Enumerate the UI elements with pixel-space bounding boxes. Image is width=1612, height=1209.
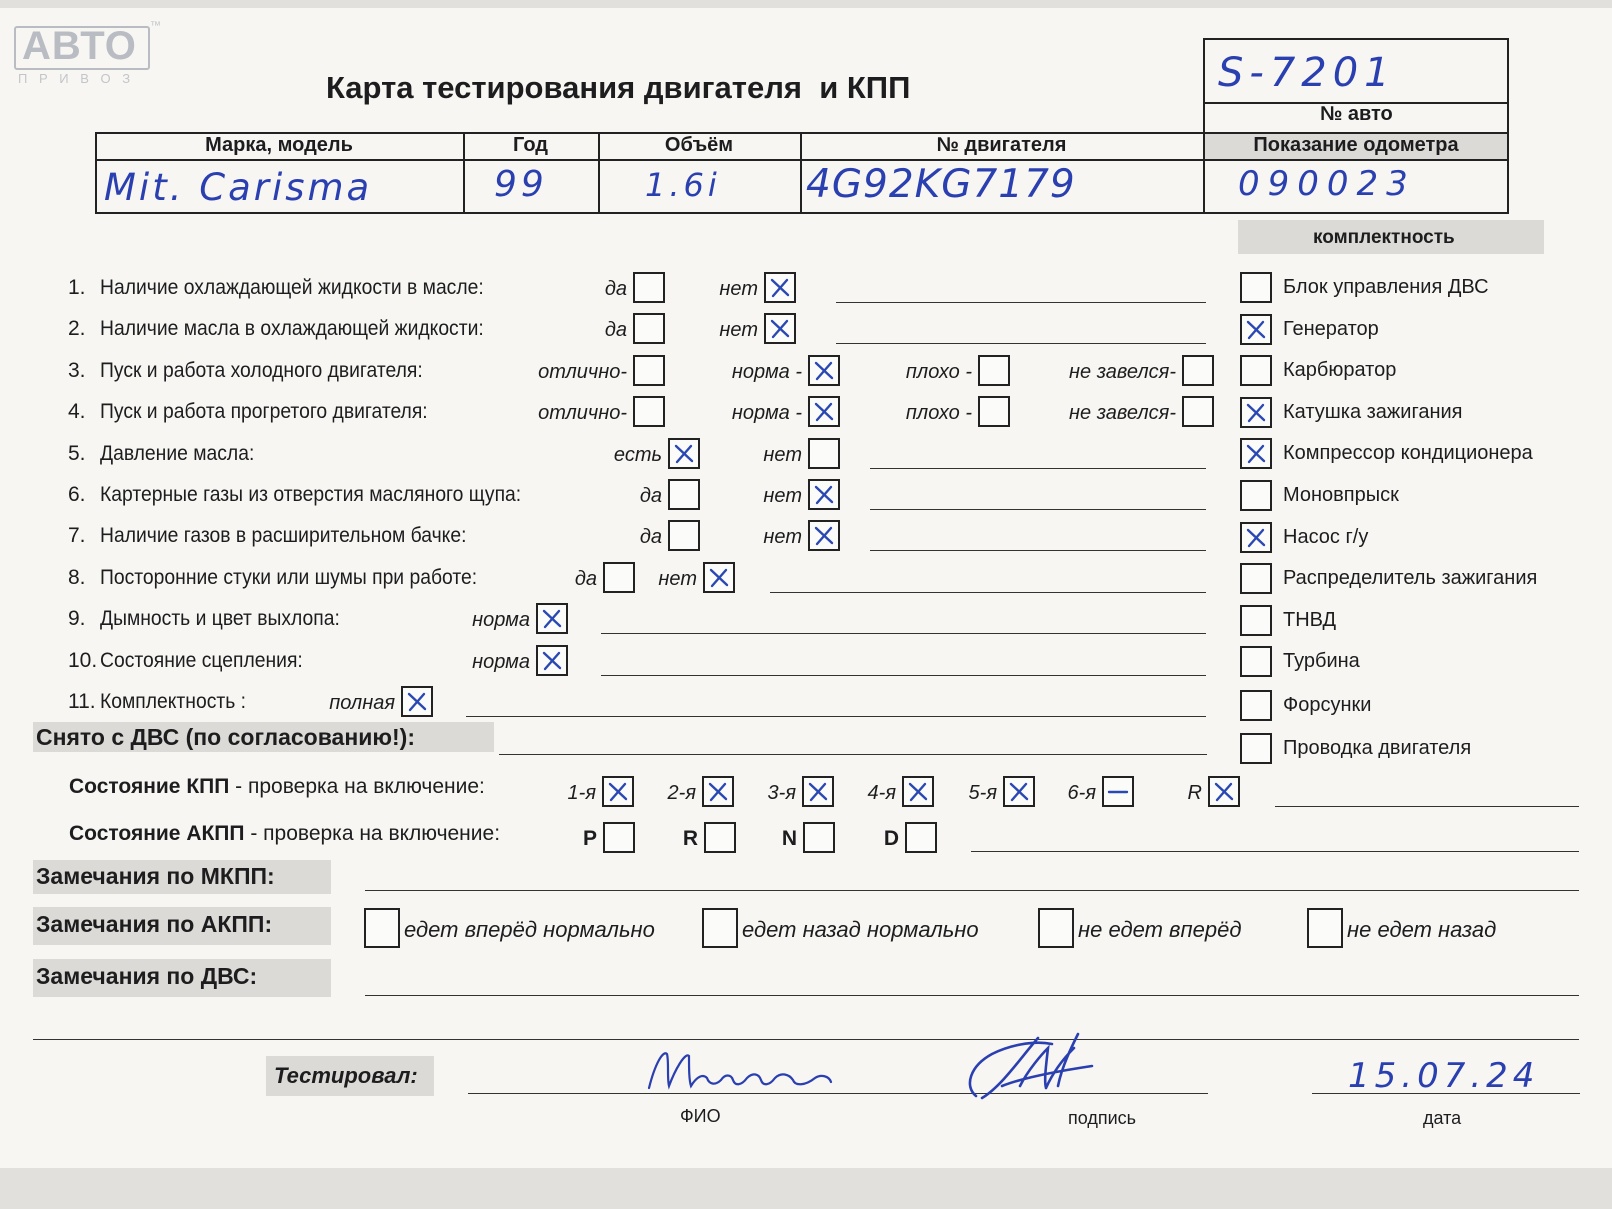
completeness-label: Компрессор кондиционера <box>1283 442 1533 465</box>
akpp-mode-label: R <box>682 827 698 850</box>
col-header-engine-no: № двигателя <box>936 134 1067 156</box>
check-number: 3. <box>68 358 86 382</box>
completeness-label: Распределитель зажигания <box>1283 567 1538 590</box>
check-notes-line[interactable] <box>601 633 1206 634</box>
check-option-box[interactable] <box>1182 355 1214 386</box>
check-option-label: плохо - <box>905 402 972 425</box>
check-option-box[interactable] <box>808 520 840 551</box>
gear-label: R <box>1187 782 1202 804</box>
check-option-box[interactable] <box>808 479 840 510</box>
check-option-label: нет <box>763 485 802 507</box>
check-mark-icon <box>769 277 791 298</box>
header-table-divider <box>95 159 1509 161</box>
check-label: Пуск и работа прогретого двигателя: <box>100 400 428 424</box>
check-notes-line[interactable] <box>770 592 1206 593</box>
check-label: Комплектность : <box>100 690 247 713</box>
akpp-remark-label: едет назад нормально <box>742 917 979 942</box>
akpp-mode-box[interactable] <box>704 822 736 853</box>
completeness-label: Форсунки <box>1283 693 1372 716</box>
check-mark-icon <box>1245 527 1267 548</box>
check-option-label: полная <box>329 692 395 714</box>
check-option-box[interactable] <box>764 313 796 344</box>
tested-label: Тестировал: <box>274 1063 418 1088</box>
gear-box[interactable] <box>602 776 634 807</box>
completeness-label: Турбина <box>1283 650 1360 673</box>
gear-label: 5-я <box>968 782 997 804</box>
completeness-box[interactable] <box>1240 646 1272 677</box>
check-option-label: нет <box>763 443 802 466</box>
check-notes-line[interactable] <box>836 302 1206 303</box>
date-caption: дата <box>1423 1108 1462 1128</box>
check-mark-icon <box>813 360 835 381</box>
check-mark-icon <box>813 525 835 546</box>
remarks-dvs-line[interactable] <box>365 995 1579 996</box>
check-mark-icon <box>1213 781 1235 802</box>
check-notes-line[interactable] <box>466 716 1206 717</box>
check-mark-icon <box>607 781 629 802</box>
completeness-box[interactable] <box>1240 480 1272 511</box>
check-option-label: отлично- <box>538 360 627 383</box>
gear-label: 2-я <box>667 782 696 804</box>
completeness-label: Карбюратор <box>1283 359 1397 382</box>
col-header-year: Год <box>513 134 548 156</box>
check-label: Посторонние стуки или шумы при работе: <box>100 565 478 589</box>
akpp-label <box>69 822 500 846</box>
check-option-label: да <box>574 567 597 590</box>
completeness-box[interactable] <box>1240 314 1272 345</box>
logo-tm: ™ <box>150 20 161 32</box>
check-label: Картерные газы из отверстия масляного щупа: <box>100 483 522 506</box>
completeness-box[interactable] <box>1240 522 1272 553</box>
completeness-label: Катушка зажигания <box>1283 400 1463 423</box>
col-header-odometer: Показание одометра <box>1253 134 1459 156</box>
gear-box[interactable] <box>902 776 934 807</box>
completeness-label: Генератор <box>1283 317 1379 340</box>
akpp-mode-label: D <box>883 827 899 850</box>
check-option-label: норма - <box>731 360 802 383</box>
akpp-mode-box[interactable] <box>905 822 937 853</box>
value-year: 99 <box>494 164 548 205</box>
check-option-label: да <box>604 319 627 342</box>
check-option-box[interactable] <box>1182 396 1214 427</box>
check-option-box[interactable] <box>978 355 1010 386</box>
test-card-sheet <box>0 8 1612 1168</box>
kpp-label-rest: - проверка на включение: <box>229 775 485 798</box>
check-mark-icon <box>769 318 791 339</box>
check-number: 2. <box>68 317 86 341</box>
akpp-mode-label: N <box>781 827 797 850</box>
check-number: 11. <box>68 690 96 713</box>
car-number-label: № авто <box>1320 103 1393 125</box>
akpp-remark-box[interactable] <box>1307 908 1343 948</box>
bottom-divider <box>33 1039 1579 1040</box>
check-option-label: есть <box>613 443 662 466</box>
completeness-heading: комплектность <box>1313 227 1455 248</box>
logo-brand: АВТО <box>22 24 137 68</box>
sign-caption: подпись <box>1068 1108 1137 1128</box>
completeness-box[interactable] <box>1240 272 1272 303</box>
check-mark-icon <box>813 401 835 422</box>
completeness-box[interactable] <box>1240 397 1272 428</box>
check-mark-icon <box>807 781 829 802</box>
check-option-label: не завелся- <box>1069 360 1176 383</box>
akpp-remark-box[interactable] <box>702 908 738 948</box>
completeness-box[interactable] <box>1240 563 1272 594</box>
check-option-box[interactable] <box>633 396 665 427</box>
remarks-akpp-label: Замечания по АКПП: <box>36 911 273 937</box>
car-number-value: S-7201 <box>1218 50 1396 96</box>
akpp-mode-label: P <box>582 827 597 850</box>
akpp-label-rest: - проверка на включение: <box>244 822 501 845</box>
completeness-box[interactable] <box>1240 733 1272 764</box>
check-option-label: норма <box>472 650 530 673</box>
completeness-label: ТНВД <box>1283 608 1337 631</box>
removed-label: Снято с ДВС (по согласованию!): <box>36 724 415 750</box>
check-option-box[interactable] <box>703 562 735 593</box>
check-label: Наличие охлаждающей жидкости в масле: <box>100 276 484 299</box>
completeness-label: Проводка двигателя <box>1283 736 1472 759</box>
check-option-label: плохо - <box>905 360 972 383</box>
gear-label: 1-я <box>567 782 596 804</box>
check-option-box[interactable] <box>536 645 568 676</box>
completeness-box[interactable] <box>1240 690 1272 721</box>
check-label: Давление масла: <box>100 441 255 465</box>
check-mark-icon <box>707 781 729 802</box>
value-volume: 1.6i <box>645 166 721 204</box>
check-option-label: норма - <box>731 402 802 425</box>
value-odometer: 090023 <box>1238 164 1416 204</box>
akpp-mode-box[interactable] <box>803 822 835 853</box>
gear-label: 6-я <box>1067 782 1096 804</box>
check-option-box[interactable] <box>668 479 700 510</box>
check-label: Пуск и работа холодного двигателя: <box>100 358 423 382</box>
check-label: Наличие газов в расширительном бачке: <box>100 524 467 548</box>
fio-caption: ФИО <box>680 1106 721 1126</box>
check-number: 5. <box>68 441 86 465</box>
check-mark-icon <box>1245 402 1267 423</box>
check-notes-line[interactable] <box>601 675 1206 676</box>
check-notes-line[interactable] <box>870 509 1206 510</box>
fio-handwriting <box>645 1044 845 1094</box>
completeness-label: Насос г/у <box>1283 525 1369 548</box>
check-mark-icon <box>1245 319 1267 340</box>
check-number: 8. <box>68 565 86 589</box>
completeness-box[interactable] <box>1240 438 1272 469</box>
check-mark-icon <box>541 650 563 671</box>
remarks-mkpp-line[interactable] <box>365 890 1579 891</box>
gear-box[interactable] <box>1102 776 1134 807</box>
gear-box[interactable] <box>802 776 834 807</box>
col-header-volume: Объём <box>664 134 734 156</box>
check-number: 9. <box>68 607 86 631</box>
check-label: Состояние сцепления: <box>100 648 303 672</box>
completeness-label: Блок управления ДВС <box>1283 276 1489 298</box>
akpp-mode-box[interactable] <box>603 822 635 853</box>
check-mark-icon <box>673 443 695 464</box>
check-option-label: норма <box>472 609 530 632</box>
check-option-label: не завелся- <box>1069 402 1176 425</box>
form-title: Карта тестирования двигателя и КПП <box>326 70 911 105</box>
check-option-label: да <box>604 278 627 300</box>
remarks-dvs-label: Замечания по ДВС: <box>36 963 258 989</box>
kpp-label <box>69 775 485 799</box>
check-notes-line[interactable] <box>870 468 1206 469</box>
akpp-label-bold: Состояние АКПП <box>69 822 245 845</box>
check-number: 6. <box>68 483 86 506</box>
kpp-label-bold: Состояние КПП <box>69 775 230 798</box>
check-option-box[interactable] <box>536 603 568 634</box>
check-option-box[interactable] <box>401 686 433 717</box>
check-option-box[interactable] <box>668 438 700 469</box>
check-notes-line[interactable] <box>836 343 1206 344</box>
akpp-remark-box[interactable] <box>1038 908 1074 948</box>
check-option-box[interactable] <box>668 520 700 551</box>
check-mark-icon <box>708 567 730 588</box>
check-option-box[interactable] <box>633 355 665 386</box>
check-option-label: да <box>639 485 662 507</box>
value-model: Mit. Carisma <box>104 166 373 209</box>
check-number: 7. <box>68 524 86 548</box>
check-option-box[interactable] <box>808 438 840 469</box>
signature <box>962 1026 1112 1104</box>
akpp-remark-label: не едет вперёд <box>1078 917 1242 942</box>
check-mark-icon <box>907 781 929 802</box>
check-number: 1. <box>68 276 86 299</box>
gear-label: 4-я <box>867 782 896 804</box>
gear-box[interactable] <box>1208 776 1240 807</box>
logo <box>14 20 161 86</box>
check-mark-icon <box>406 691 428 712</box>
gear-label: 3-я <box>767 782 796 804</box>
logo-sub: П Р И В О З <box>18 71 135 86</box>
check-option-box[interactable] <box>808 396 840 427</box>
akpp-line[interactable] <box>971 851 1579 852</box>
check-option-box[interactable] <box>633 272 665 303</box>
col-header-model: Марка, модель <box>205 134 353 156</box>
check-number: 10. <box>68 648 98 672</box>
check-option-box[interactable] <box>633 313 665 344</box>
check-mark-icon <box>813 484 835 505</box>
check-label: Дымность и цвет выхлопа: <box>100 607 340 631</box>
remarks-mkpp-label: Замечания по МКПП: <box>36 863 275 889</box>
check-option-box[interactable] <box>978 396 1010 427</box>
removed-line[interactable] <box>499 754 1207 755</box>
check-option-label: да <box>639 526 662 549</box>
check-option-box[interactable] <box>764 272 796 303</box>
check-option-label: нет <box>719 278 758 300</box>
check-notes-line[interactable] <box>870 550 1206 551</box>
akpp-remark-box[interactable] <box>364 908 400 948</box>
completeness-label: Моновпрыск <box>1283 484 1399 506</box>
check-option-label: нет <box>763 526 802 549</box>
value-engine-no: 4G92KG7179 <box>806 162 1076 207</box>
completeness-box[interactable] <box>1240 605 1272 636</box>
date-value: 15.07.24 <box>1348 1056 1540 1096</box>
dash-mark-icon <box>1107 781 1129 802</box>
check-mark-icon <box>1245 443 1267 464</box>
check-option-label: нет <box>719 319 758 342</box>
completeness-box[interactable] <box>1240 355 1272 386</box>
check-option-box[interactable] <box>603 562 635 593</box>
check-label: Наличие масла в охлаждающей жидкости: <box>100 317 484 341</box>
akpp-remark-label: едет вперёд нормально <box>404 917 655 942</box>
check-option-box[interactable] <box>808 355 840 386</box>
gear-box[interactable] <box>702 776 734 807</box>
akpp-remark-label: не едет назад <box>1347 917 1497 942</box>
check-option-label: нет <box>658 567 697 590</box>
check-mark-icon <box>541 608 563 629</box>
check-option-label: отлично- <box>538 402 627 425</box>
kpp-line[interactable] <box>1275 806 1579 807</box>
check-mark-icon <box>1008 781 1030 802</box>
gear-box[interactable] <box>1003 776 1035 807</box>
check-number: 4. <box>68 400 86 424</box>
